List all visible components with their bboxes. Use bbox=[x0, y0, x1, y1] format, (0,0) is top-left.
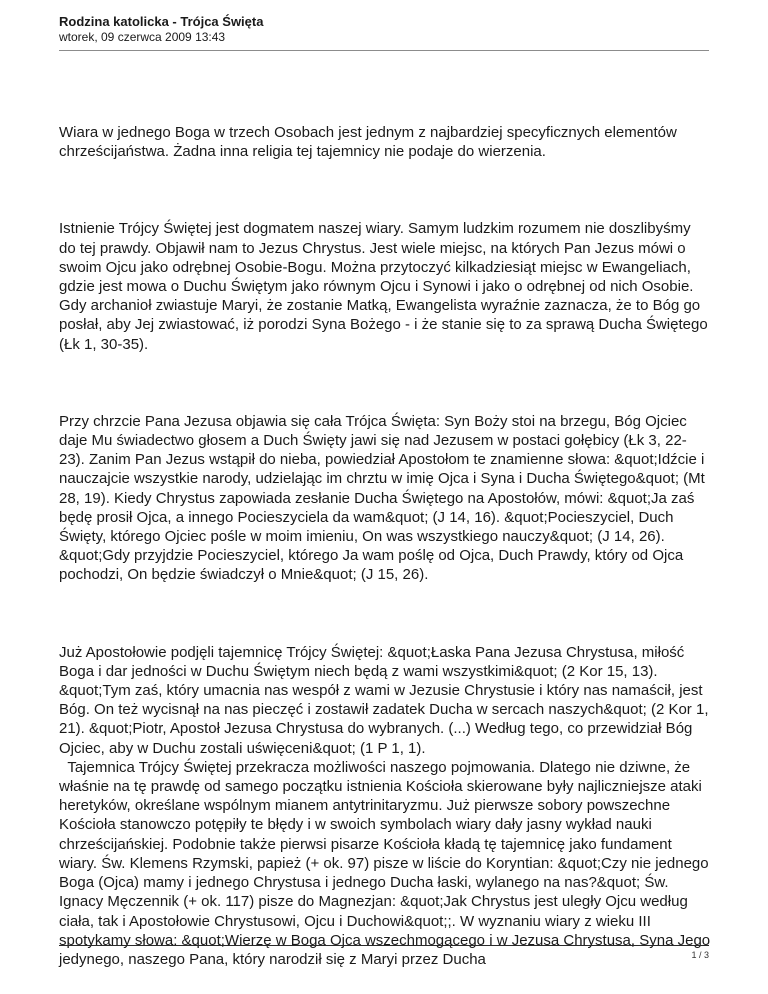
document-date: wtorek, 09 czerwca 2009 13:43 bbox=[59, 30, 226, 44]
paragraph-baptism: Przy chrzcie Pana Jezusa objawia się cała Trójca Święta: Syn Boży stoi na brzegu, Bóg Ojciec daje Mu świadectwo głosem a Duch Święty jawi się nad Jezusem w postaci gołębicy (Łk 3, 22-23). Zanim Pan Jezus wstąpił do nieba, powiedział Apostołom te znamienne słowa: &quot;Idźcie i nauczajcie wszystkie narody, udzielając im chrztu w imię Ojca i Syna i Ducha Świętego&quot; (Mt 28, 19). Kiedy Chrystus zapowiada zesłanie Ducha Świętego na Apostołów, mówi: &quot;Ja zaś będę prosił Ojca, a innego Pocieszyciela da wam&quot; (J 14, 16). &quot;Pocieszyciel, Duch Święty, którego Ojciec pośle w moim imieniu, On was wszystkiego nauczy&quot; (J 14, 26). &quot;Gdy przyjdzie Pocieszyciel, którego Ja wam poślę od Ojca, Duch Prawdy, który od Ojca pochodzi, On będzie świadczył o Mnie&quot; (J 15, 26). bbox=[59, 412, 705, 584]
paragraph-dogma: Istnienie Trójcy Świętej jest dogmatem naszej wiary. Samym ludzkim rozumem nie doszlibyśmy do tej prawdy. Objawił nam to Jezus Chrystus. Jest wiele miejsc, na których Pan Jezus mówi o swoim Ojcu jako odrębnej Osobie-Bogu. Można przytoczyć kilkadziesiąt miejsc w Ewangeliach, gdzie jest mowa o Duchu Świętym jako równym Ojcu i Synowi i jako o odrębnej od nich Osobie. Gdy archanioł zwiastuje Maryi, że zostanie Matką, Ewangelista wyraźnie zaznacza, że to Bóg go posłał, aby Jej zwiastować, iż porodzi Syna Bożego - i że stanie się to za sprawą Ducha Świętego (Łk 1, 30-35). bbox=[59, 220, 708, 353]
document-title: Rodzina katolicka - Trójca Święta bbox=[59, 14, 264, 29]
article-body bbox=[59, 123, 715, 969]
paragraph-intro: Wiara w jednego Boga w trzech Osobach jest jednym z najbardziej specyficznych elementów chrześcijaństwa. Żadna inna religia tej tajemnicy nie podaje do wierzenia. bbox=[59, 124, 677, 161]
paragraph-mystery: Tajemnica Trójcy Świętej przekracza możliwości naszego pojmowania. Dlatego nie dziwne, że właśnie na tę prawdę od samego początku istnienia Kościoła skierowane były najliczniejsze ataki heretyków, określane wspólnym mianem antytrinitaryzmu. Już pierwsze sobory powszechne Kościoła stanowczo potępiły te błędy i w swoich symbolach wiary dały jasny wykład nauki chrześcijańskiej. Podobnie także pierwsi pisarze Kościoła kładą tę tajemnicę jako fundament wiary. Św. Klemens Rzymski, papież (+ ok. 97) pisze w liście do Koryntian: &quot;Czy nie jednego Boga (Ojca) mamy i jednego Chrystusa i jednego Ducha łaski, wylanego na nas?&quot; Św. Ignacy Męczennik (+ ok. 117) pisze do Magnezjan: &quot;Jak Chrystus jest uległy Ojcu według ciała, tak i Apostołowie Chrystusowi, Ojcu i Duchowi&quot;;. W wyznaniu wiary z wieku III spotykamy słowa: &quot;Wierzę w Boga Ojca wszechmogącego i w Jezusa Chrystusa, Syna Jego jedynego, naszego Pana, który narodził się z Maryi przez Ducha bbox=[59, 758, 715, 968]
header-divider bbox=[59, 50, 709, 51]
footer-divider bbox=[59, 945, 709, 946]
document-header bbox=[59, 14, 709, 45]
paragraph-apostles: Już Apostołowie podjęli tajemnicę Trójcy Świętej: &quot;Łaska Pana Jezusa Chrystusa, miłość Boga i dar jedności w Duchu Świętym niech będą z wami wszystkimi&quot; (2 Kor 15, 13). &quot;Tym zaś, który umacnia nas wespół z wami w Jezusie Chrystusie i który nas namaścił, jest Bóg. On też wycisnął na nas pieczęć i zostawił zadatek Ducha w sercach naszych&quot; (2 Kor 1, 21). &quot;Piotr, Apostoł Jezusa Chrystusa do wybranych. (...) Według tego, co przewidział Bóg Ojciec, aby w Duchu zostali uświęceni&quot; (1 P 1, 1). bbox=[59, 643, 709, 757]
page-number: 1 / 3 bbox=[691, 950, 709, 960]
